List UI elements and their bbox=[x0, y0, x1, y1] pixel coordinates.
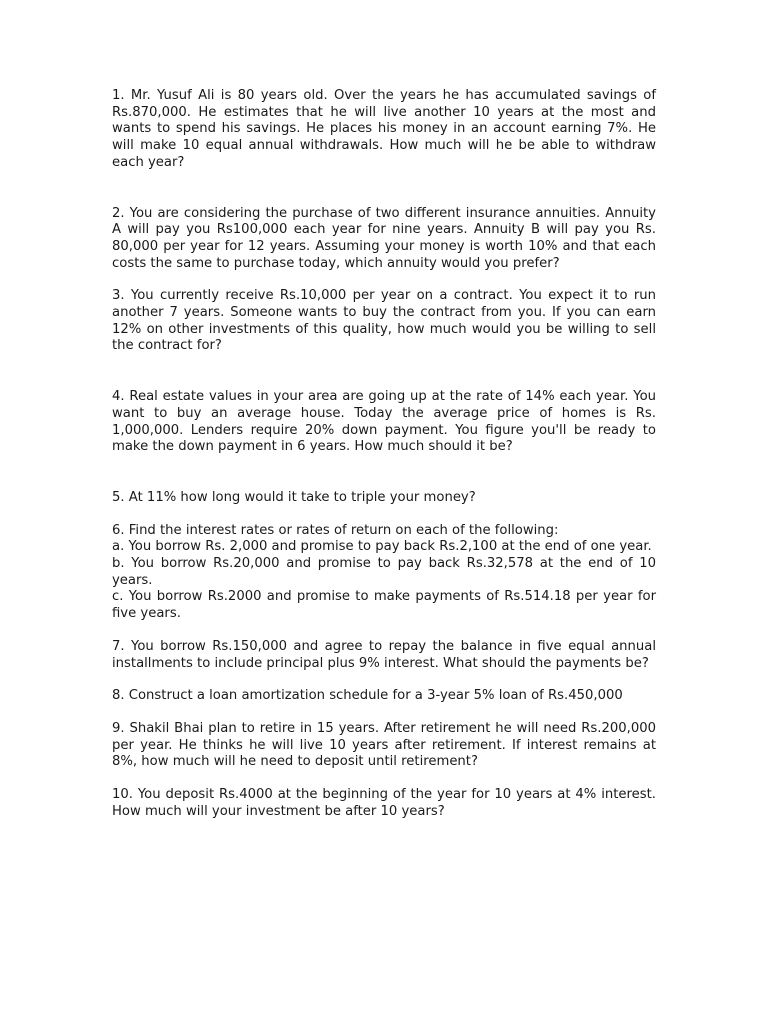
question-6-part-a: a. You borrow Rs. 2,000 and promise to pay back Rs.2,100 at the end of one year. bbox=[112, 539, 652, 555]
question-6-part-b: b. You borrow Rs.20,000 and promise to pay back Rs.32,578 at the end of 10 years. bbox=[112, 556, 656, 588]
question-10: 10. You deposit Rs.4000 at the beginning of the year for 10 years at 4% interest. How much will your investment be after 10 years? bbox=[112, 787, 656, 819]
question-9: 9. Shakil Bhai plan to retire in 15 years. After retirement he will need Rs.200,000 per year. He thinks he will live 10 years after retirement. If interest remains at 8%, how much will he need to deposit until retirement? bbox=[112, 720, 656, 770]
question-8: 8. Construct a loan amortization schedule for a 3-year 5% loan of Rs.450,000 bbox=[112, 688, 623, 704]
question-5: 5. At 11% how long would it take to triple your money? bbox=[112, 489, 476, 505]
question-4: 4. Real estate values in your area are going up at the rate of 14% each year. You want to buy an average house. Today the average price of homes is Rs. 1,000,000. Lenders require 20% down payment. You figure you'll be ready to make the down payment in 6 years. How much should it be? bbox=[112, 389, 656, 455]
question-2: 2. You are considering the purchase of two different insurance annuities. Annuity A will pay you Rs100,000 each year for nine years. Annuity B will pay you Rs. 80,000 per year for 12 years. Assuming your money is worth 10% and that each costs the same to purchase today, which annuity would you prefer? bbox=[112, 205, 656, 271]
document-page bbox=[112, 88, 656, 821]
question-1: 1. Mr. Yusuf Ali is 80 years old. Over the years he has accumulated savings of Rs.870,000. He estimates that he will live another 10 years at the most and wants to spend his savings. He places his money in an account earning 7%. He will make 10 equal annual withdrawals. How much will he be able to withdraw each year? bbox=[112, 88, 656, 170]
question-6-intro: 6. Find the interest rates or rates of return on each of the following: bbox=[112, 522, 559, 538]
question-3: 3. You currently receive Rs.10,000 per year on a contract. You expect it to run another 7 years. Someone wants to buy the contract from you. If you can earn 12% on other investments of this quality, how much would you be willing to sell the contract for? bbox=[112, 288, 656, 354]
question-6 bbox=[112, 523, 656, 623]
question-6-part-c: c. You borrow Rs.2000 and promise to make payments of Rs.514.18 per year for five years. bbox=[112, 589, 656, 622]
question-7: 7. You borrow Rs.150,000 and agree to repay the balance in five equal annual installments to include principal plus 9% interest. What should the payments be? bbox=[112, 638, 656, 671]
